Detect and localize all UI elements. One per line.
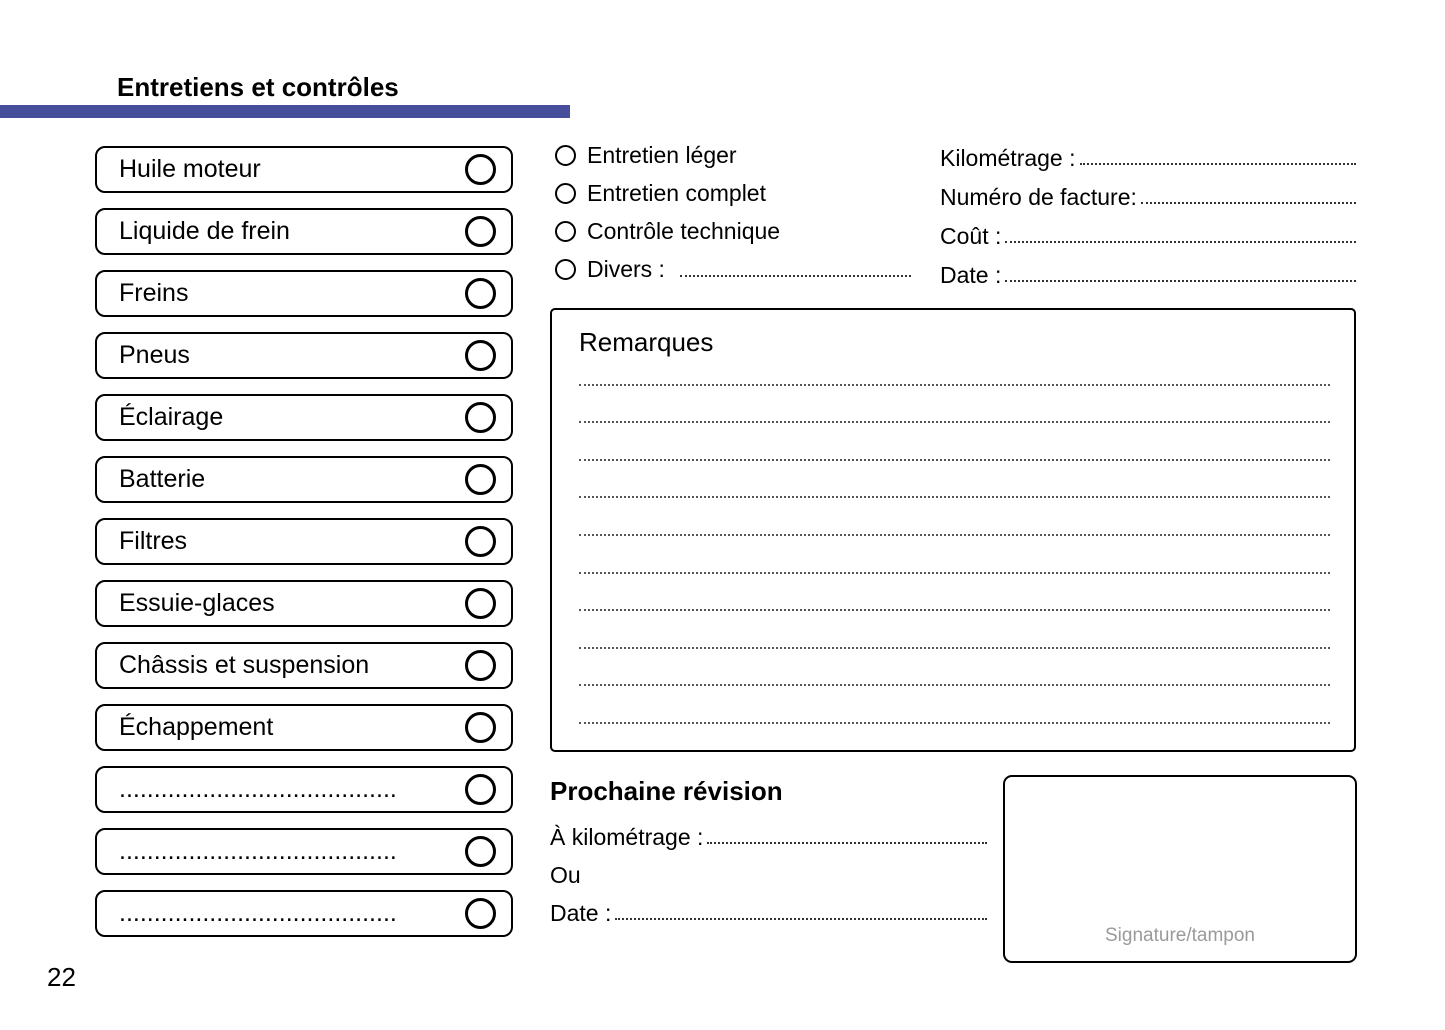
service-info-fields [940, 145, 1356, 287]
dotted-fill-line [707, 842, 987, 844]
info-field-label: Date : [940, 262, 1002, 288]
remarks-writing-line [579, 386, 1330, 424]
checklist-item-blank [95, 828, 513, 875]
checklist-item-label: Échappement [119, 713, 274, 741]
info-field [940, 145, 1356, 170]
service-option [555, 181, 911, 206]
checklist-item [95, 146, 513, 193]
checklist-checkbox-circle[interactable] [465, 898, 496, 929]
service-type-options [555, 143, 911, 282]
checklist-checkbox-circle[interactable] [465, 402, 496, 433]
remarks-writing-line [579, 574, 1330, 612]
next-service-km-field [550, 824, 987, 849]
dotted-fill-line [1005, 241, 1356, 243]
remarks-writing-line [579, 348, 1330, 386]
dotted-fill-line [680, 275, 911, 277]
signature-stamp-box [1003, 775, 1357, 963]
checklist-item [95, 270, 513, 317]
service-option-label: Divers : [587, 256, 665, 282]
checklist-item [95, 394, 513, 441]
info-field-label: Numéro de facture: [940, 184, 1137, 210]
checklist-item [95, 642, 513, 689]
checklist-item-label: Châssis et suspension [119, 651, 370, 679]
checklist-item [95, 580, 513, 627]
next-service-section [550, 776, 987, 938]
page-number: 22 [47, 962, 76, 992]
checklist-checkbox-circle[interactable] [465, 836, 496, 867]
next-service-or-label: Ou [550, 862, 581, 888]
remarks-box [550, 308, 1356, 752]
checklist-checkbox-circle[interactable] [465, 216, 496, 247]
info-field-label: Coût : [940, 223, 1002, 249]
checklist-item [95, 456, 513, 503]
info-field [940, 223, 1356, 248]
service-option [555, 143, 911, 168]
maintenance-checklist [95, 146, 513, 937]
remarks-writing-line [579, 536, 1330, 574]
checklist-item-label: Essuie-glaces [119, 589, 275, 617]
checklist-checkbox-circle[interactable] [465, 526, 496, 557]
info-field-label: Kilométrage : [940, 145, 1076, 171]
next-service-km-label: À kilométrage : [550, 824, 704, 850]
checklist-item-label: Pneus [119, 341, 190, 369]
checklist-checkbox-circle[interactable] [465, 154, 496, 185]
remarks-writing-line [579, 461, 1330, 499]
checklist-item-label: ........................................ [119, 899, 397, 927]
info-field [940, 184, 1356, 209]
checklist-item [95, 704, 513, 751]
checklist-item-label: Huile moteur [119, 155, 261, 183]
page-title: Entretiens et contrôles [117, 72, 399, 102]
radio-circle[interactable] [555, 221, 576, 242]
checklist-item-label: Freins [119, 279, 189, 307]
next-service-title: Prochaine révision [550, 776, 783, 806]
signature-stamp-label: Signature/tampon [1105, 925, 1255, 946]
checklist-checkbox-circle[interactable] [465, 774, 496, 805]
checklist-item-label: ........................................ [119, 837, 397, 865]
remarks-writing-line [579, 611, 1330, 649]
checklist-item-label: ........................................ [119, 775, 397, 803]
next-service-date-field [550, 900, 987, 925]
service-option-label: Contrôle technique [587, 218, 781, 244]
checklist-checkbox-circle[interactable] [465, 464, 496, 495]
dotted-fill-line [1080, 163, 1356, 165]
checklist-item [95, 332, 513, 379]
remarks-writing-line [579, 423, 1330, 461]
service-option-divers [555, 257, 911, 282]
checklist-item-label: Batterie [119, 465, 206, 493]
checklist-item-label: Filtres [119, 527, 188, 555]
next-service-or [550, 862, 987, 887]
service-option [555, 219, 911, 244]
remarks-writing-line [579, 686, 1330, 724]
checklist-checkbox-circle[interactable] [465, 650, 496, 681]
dotted-fill-line [615, 918, 987, 920]
radio-circle[interactable] [555, 145, 576, 166]
service-option-label: Entretien complet [587, 180, 766, 206]
checklist-checkbox-circle[interactable] [465, 712, 496, 743]
checklist-checkbox-circle[interactable] [465, 278, 496, 309]
remarks-writing-line [579, 498, 1330, 536]
dotted-fill-line [1005, 280, 1356, 282]
next-service-date-label: Date : [550, 900, 612, 926]
radio-circle[interactable] [555, 183, 576, 204]
checklist-item-blank [95, 890, 513, 937]
checklist-item-label: Éclairage [119, 403, 224, 431]
checklist-checkbox-circle[interactable] [465, 588, 496, 619]
radio-circle[interactable] [555, 259, 576, 280]
checklist-item-label: Liquide de frein [119, 217, 290, 245]
dotted-fill-line [1141, 202, 1356, 204]
checklist-checkbox-circle[interactable] [465, 340, 496, 371]
remarks-writing-line [579, 649, 1330, 687]
checklist-item [95, 518, 513, 565]
remarks-lines [579, 348, 1330, 724]
info-field [940, 262, 1356, 287]
checklist-item-blank [95, 766, 513, 813]
remarks-title: Remarques [579, 327, 714, 357]
checklist-item [95, 208, 513, 255]
service-option-label: Entretien léger [587, 142, 737, 168]
accent-bar [0, 105, 570, 118]
